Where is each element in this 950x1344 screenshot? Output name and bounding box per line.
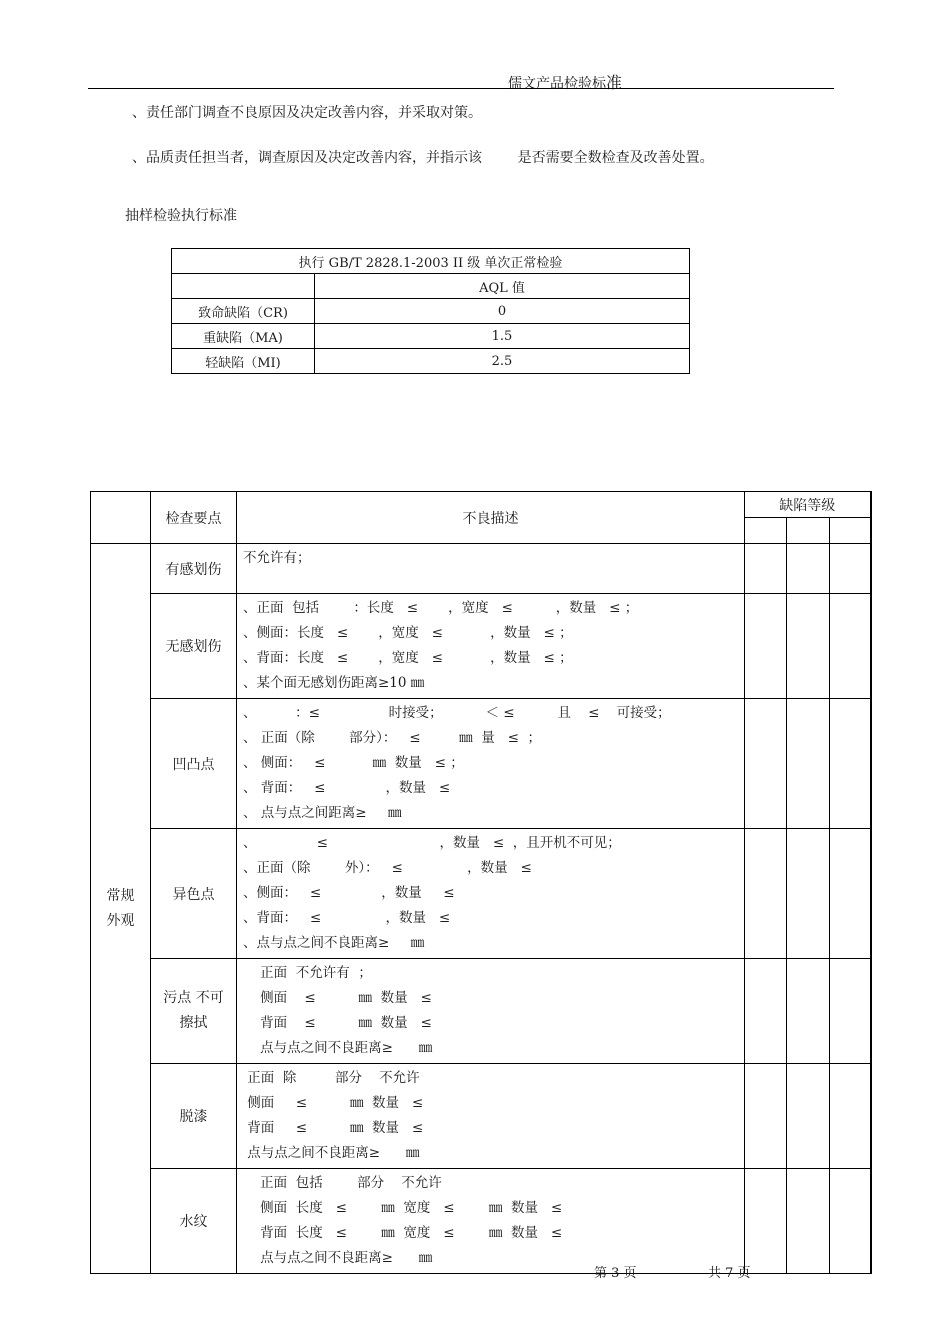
- level-cell: [830, 699, 871, 829]
- point-label: 凹凸点: [151, 699, 237, 829]
- level-cell: [787, 1064, 830, 1169]
- page-total: 共 7 页: [708, 1266, 751, 1281]
- level-cell: [787, 594, 830, 699]
- defect-description: 、 ≤ ，数量 ≤ ，且开机不可见； 、正面（除 外）： ≤ ，数量 ≤ 、侧面： ≤ ，数量 ≤ 、背面： ≤ ，数量 ≤ 、点与点之间不良距离≥ ㎜: [237, 829, 745, 959]
- header-title-main: 儒文产品检验标: [508, 76, 606, 92]
- level-cell: [787, 518, 830, 544]
- level-cell: [745, 594, 787, 699]
- header-level: 缺陷等级: [745, 492, 871, 518]
- level-cell: [830, 544, 871, 594]
- section-title: 抽样检验执行标准: [125, 208, 237, 224]
- level-cell: [830, 518, 871, 544]
- level-cell: [787, 959, 830, 1064]
- header-rule: [88, 88, 834, 89]
- level-cell: [830, 594, 871, 699]
- aql-row-value: 1.5: [315, 324, 690, 349]
- point-label: 污点 不可 擦拭: [151, 959, 237, 1064]
- level-cell: [745, 1064, 787, 1169]
- level-cell: [787, 544, 830, 594]
- page-number: 第 3 页: [594, 1266, 637, 1281]
- aql-row-label: 轻缺陷（MI): [172, 349, 315, 374]
- aql-col-header: AQL 值: [315, 274, 690, 299]
- paragraph-2: 、品质责任担当者，调查原因及决定改善内容，并指示该 是否需要全数检查及改善处置。: [132, 150, 714, 166]
- level-cell: [745, 699, 787, 829]
- level-cell: [787, 699, 830, 829]
- level-cell: [745, 1169, 787, 1274]
- aql-row-value: 0: [315, 299, 690, 324]
- category-label: 常规 外观: [91, 544, 151, 1274]
- defect-description: 正面 不允许有 ； 侧面 ≤ ㎜ 数量 ≤ 背面 ≤ ㎜ 数量 ≤ 点与点之间不良距离≥ ㎜: [237, 959, 745, 1064]
- point-label: 有感划伤: [151, 544, 237, 594]
- level-cell: [745, 829, 787, 959]
- corner-cell: [91, 492, 151, 544]
- defect-description: 正面 除 部分 不允许 侧面 ≤ ㎜ 数量 ≤ 背面 ≤ ㎜ 数量 ≤ 点与点之间不良距离≥ ㎜: [237, 1064, 745, 1169]
- level-cell: [745, 518, 787, 544]
- defect-description: 不允许有；: [237, 544, 745, 594]
- aql-row-value: 2.5: [315, 349, 690, 374]
- defect-description: 正面 包括 部分 不允许 侧面 长度 ≤ ㎜ 宽度 ≤ ㎜ 数量 ≤ 背面 长度 ≤ ㎜ 宽度 ≤ ㎜ 数量 ≤ 点与点之间不良距离≥ ㎜: [237, 1169, 745, 1274]
- level-cell: [787, 1169, 830, 1274]
- point-label: 脱漆: [151, 1064, 237, 1169]
- header-point: 检查要点: [151, 492, 237, 544]
- aql-row-label: 致命缺陷（CR): [172, 299, 315, 324]
- inspection-table: [90, 491, 872, 1274]
- level-cell: [830, 829, 871, 959]
- aql-row-label: 重缺陷（MA): [172, 324, 315, 349]
- point-label: 水纹: [151, 1169, 237, 1274]
- header-desc: 不良描述: [237, 492, 745, 544]
- defect-description: 、 ：≤ 时接受； ＜ ≤ 且 ≤ 可接受； 、 正面（除 部分）： ≤ ㎜ 量 ≤ ； 、 侧面： ≤ ㎜ 数量 ≤ ； 、 背面： ≤ ，数量 ≤ 、 点与点之间距离≥ ㎜: [237, 699, 745, 829]
- aql-caption: 执行 GB/T 2828.1-2003 II 级 单次正常检验: [172, 249, 690, 274]
- point-label: 无感划伤: [151, 594, 237, 699]
- level-cell: [830, 1169, 871, 1274]
- level-cell: [830, 959, 871, 1064]
- level-cell: [830, 1064, 871, 1169]
- aql-table: [171, 248, 690, 374]
- paragraph-1: 、责任部门调查不良原因及决定改善内容，并采取对策。: [132, 105, 482, 121]
- level-cell: [787, 829, 830, 959]
- header-title-last: 准: [606, 73, 623, 92]
- header-title: [508, 70, 622, 93]
- aql-corner-cell: [172, 274, 315, 299]
- point-label: 异色点: [151, 829, 237, 959]
- level-cell: [745, 544, 787, 594]
- level-cell: [745, 959, 787, 1064]
- defect-description: 、正面 包括 ：长度 ≤ ，宽度 ≤ ，数量 ≤ ； 、侧面：长度 ≤ ，宽度 ≤ ，数量 ≤ ； 、背面：长度 ≤ ，宽度 ≤ ，数量 ≤ ； 、某个面无感划伤距离≥10 ㎜: [237, 594, 745, 699]
